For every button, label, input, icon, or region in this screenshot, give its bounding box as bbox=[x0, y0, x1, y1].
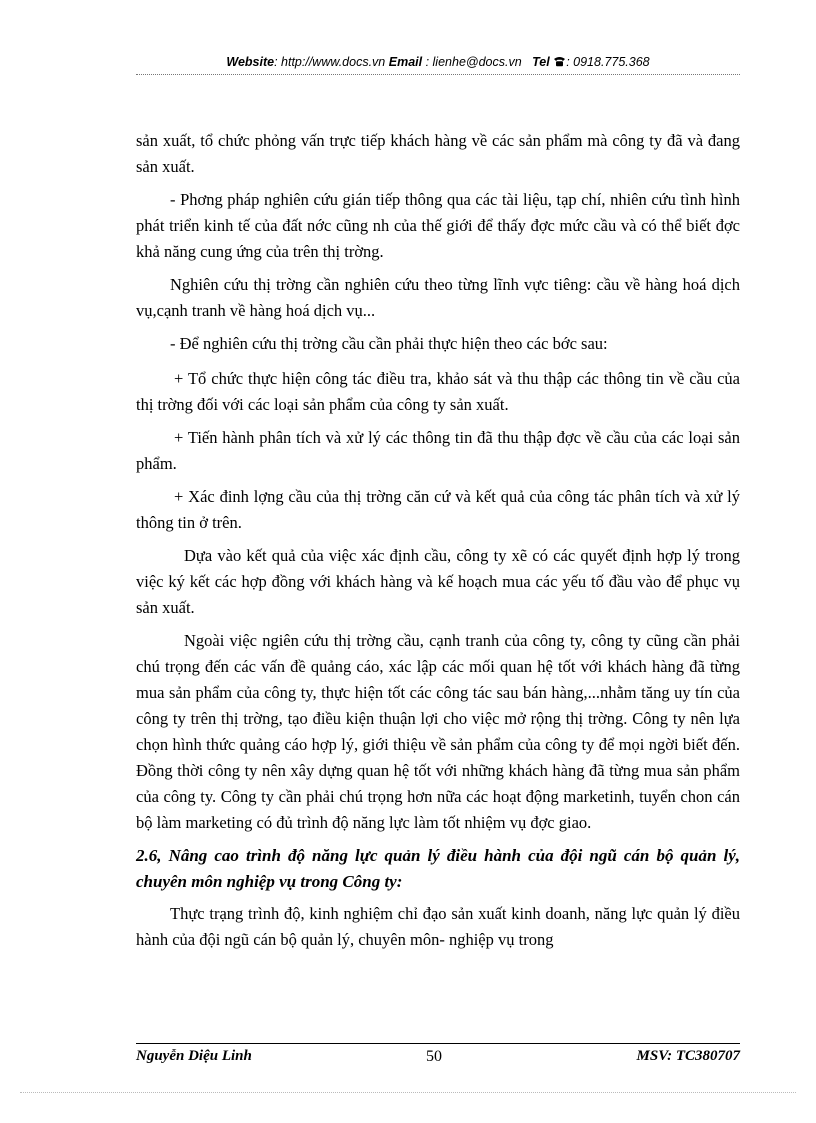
author-name: Nguyễn Diệu Linh bbox=[136, 1048, 252, 1064]
document-body bbox=[136, 128, 740, 962]
page-number: 50 bbox=[426, 1048, 442, 1065]
website-label: Website bbox=[226, 55, 275, 69]
email-label: Email bbox=[388, 55, 423, 69]
page-header bbox=[136, 55, 740, 69]
student-id: MSV: TC380707 bbox=[636, 1048, 740, 1064]
paragraph-10: Thực trạng trình độ, kinh nghiệm chỉ đạo sản xuất kinh doanh, năng lực quản lý điều hành của đội ngũ cán bộ quản lý, chuyên môn- nghiệp vụ trong bbox=[136, 904, 740, 949]
bottom-rule bbox=[20, 1092, 796, 1093]
tel-label: Tel bbox=[532, 55, 550, 69]
paragraph-1: sản xuất, tổ chức phỏng vấn trực tiếp khách hàng về các sản phẩm mà công ty đã và đang sản xuất. bbox=[136, 131, 740, 176]
header-rule bbox=[136, 74, 740, 75]
paragraph-8: Dựa vào kết quả của việc xác định cầu, công ty xẽ có các quyết định hợp lý trong việc ký kết các hợp đồng với khách hàng và kế hoạch mua các yếu tố đầu vào để phục vụ sản xuất. bbox=[136, 546, 740, 617]
paragraph-5: + Tổ chức thực hiện công tác điều tra, khảo sát và thu thập các thông tin về cầu của thị trờng đối với các loại sản phẩm của công ty sản xuất. bbox=[136, 369, 740, 414]
email-value: : lienhe@docs.vn bbox=[422, 55, 522, 69]
paragraph-2: - Phơng pháp nghiên cứu gián tiếp thông qua các tài liệu, tạp chí, nhiên cứu tình hình phát triển kinh tế của đất nớc cũng nh của thế giới để thấy đợc mức cầu và có thể biết đợc khả năng cung ứng của trên thị trờng. bbox=[136, 190, 740, 261]
footer-rule bbox=[136, 1043, 740, 1044]
paragraph-3: Nghiên cứu thị trờng cần nghiên cứu theo từng lĩnh vực tiêng: cầu về hàng hoá dịch vụ,cạnh tranh về hàng hoá dịch vụ... bbox=[136, 275, 740, 320]
tel-value: : 0918.775.368 bbox=[566, 55, 650, 69]
paragraph-7: + Xác đinh lợng cầu của thị trờng căn cứ và kết quả của công tác phân tích và xử lý thông tin ở trên. bbox=[136, 487, 740, 532]
website-value: : http://www.docs.vn bbox=[274, 55, 386, 69]
telephone-icon bbox=[553, 56, 566, 67]
paragraph-9: Ngoài việc ngiên cứu thị trờng cầu, cạnh tranh của công ty, công ty cũng cần phải chú trọng đến các vấn đề quảng cáo, xác lập các mối quan hệ tốt với khách hàng đã từng mua sản phẩm của công ty, thực hiện tốt các công tác sau bán hàng,...nhằm tăng uy tín của công ty trên thị trờng, tạo điều kiện thuận lợi cho việc mở rộng thị trờng. Công ty nên lựa chọn hình thức quảng cáo hợp lý, giới thiệu về sản phẩm của công ty để mọi ngời biết đến. Đồng thời công ty nên xây dựng quan hệ tốt với những khách hàng đã từng mua sản phẩm của công ty. Công ty cần phải chú trọng hơn nữa các hoạt động marketinh, tuyển chon cán bộ làm marketing có đủ trình độ năng lực làm tốt nhiệm vụ đợc giao. bbox=[136, 631, 740, 832]
paragraph-6: + Tiến hành phân tích và xử lý các thông tin đã thu thập đợc về cầu của các loại sản phẩm. bbox=[136, 428, 740, 473]
page-footer bbox=[136, 1048, 740, 1070]
section-heading: 2.6, Nâng cao trình độ năng lực quản lý điều hành của đội ngũ cán bộ quản lý, chuyên môn nghiệp vụ trong Công ty: bbox=[136, 846, 740, 891]
paragraph-4: - Để nghiên cứu thị trờng cầu cần phải thực hiện theo các bớc sau: bbox=[170, 334, 608, 353]
